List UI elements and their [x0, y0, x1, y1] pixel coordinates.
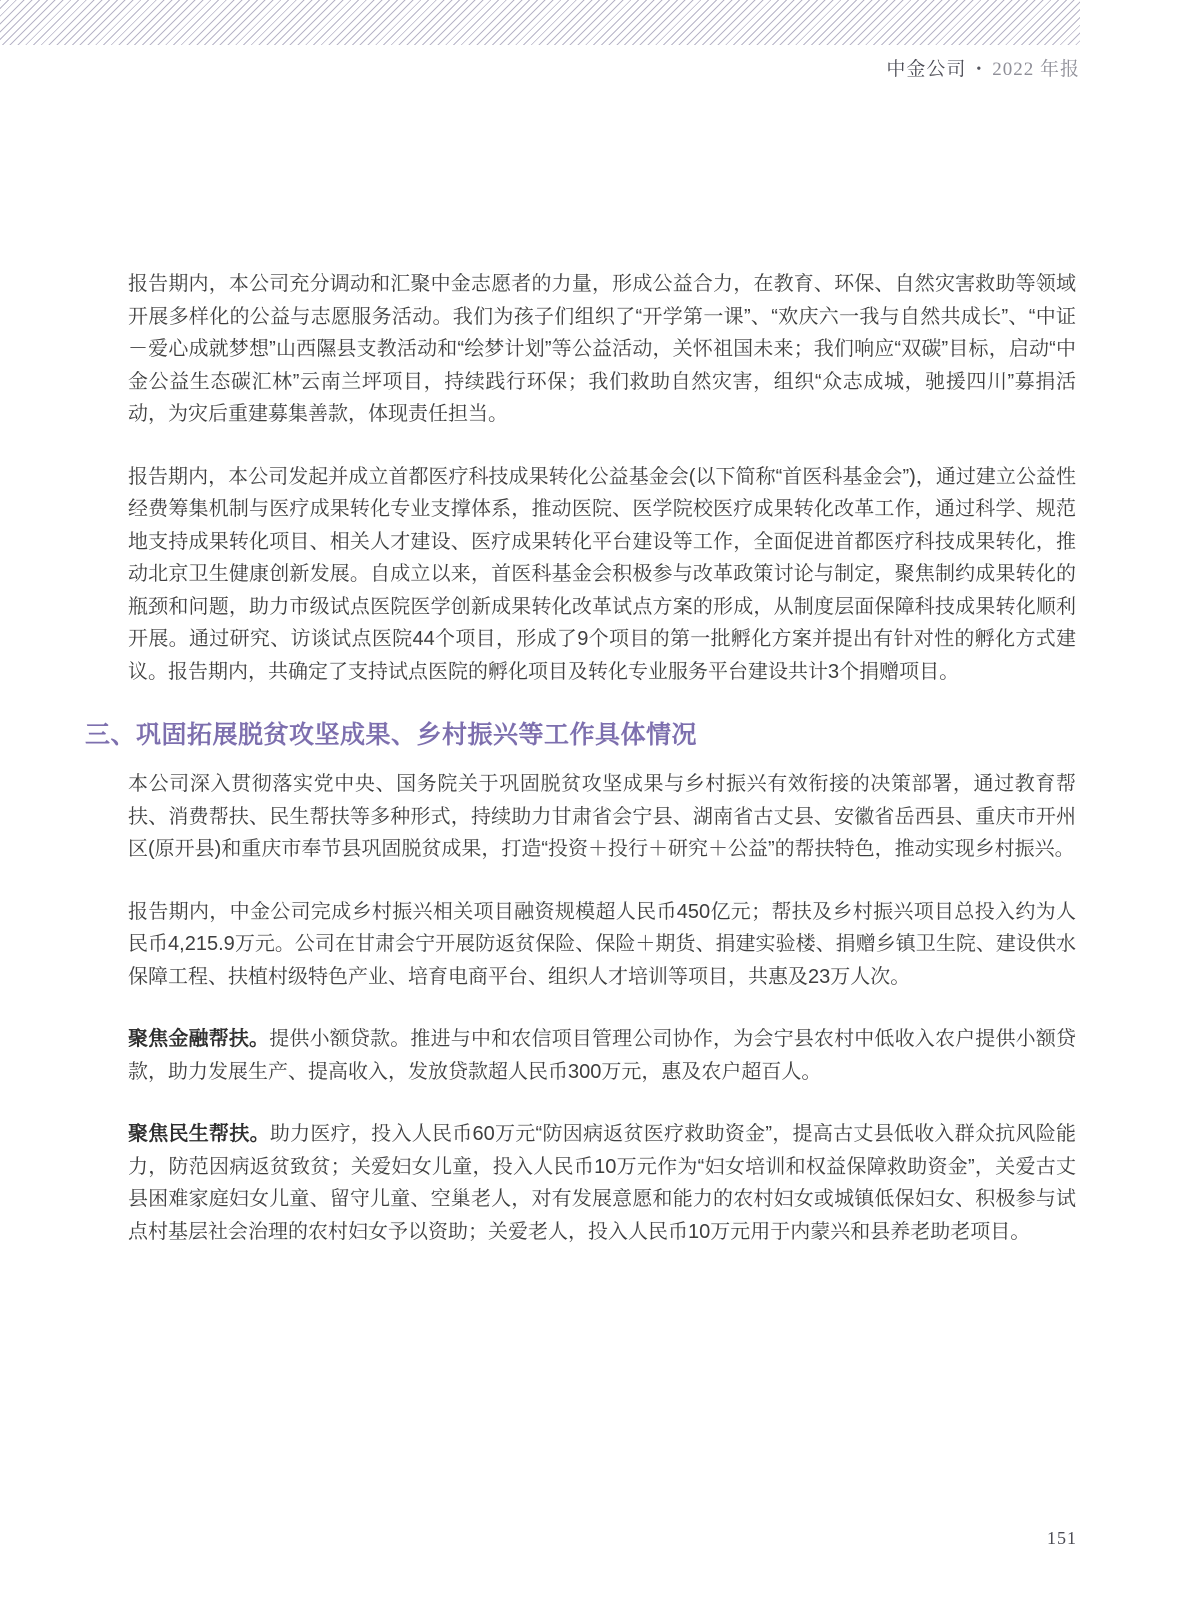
- decorative-hatch-band: [0, 0, 1080, 45]
- livelihood-assistance-lead: 聚焦民生帮扶。: [128, 1123, 270, 1145]
- paragraph-poverty-alleviation-policy: 本公司深入贯彻落实党中央、国务院关于巩固脱贫攻坚成果与乡村振兴有效衔接的决策部署，通过教育帮扶、消费帮扶、民生帮扶等多种形式，持续助力甘肃省会宁县、湖南省古丈县、安徽省岳西县、重庆市开州区(原开县)和重庆市奉节县巩固脱贫成果，打造“投资＋投行＋研究＋公益”的帮扶特色，推动实现乡村振兴。: [128, 773, 1076, 860]
- section-heading-rural-revitalization: 三、巩固拓展脱贫攻坚成果、乡村振兴等工作具体情况: [85, 721, 698, 749]
- paragraph-medical-foundation: 报告期内，本公司发起并成立首都医疗科技成果转化公益基金会(以下简称“首医科基金会”)，通过建立公益性经费筹集机制与医疗成果转化专业支撑体系，推动医院、医学院校医疗成果转化改革工作，通过科学、规范地支持成果转化项目、相关人才建设、医疗成果转化平台建设等工作，全面促进首都医疗科技成果转化，推动北京卫生健康创新发展。自成立以来，首医科基金会积极参与改革政策讨论与制定，聚焦制约成果转化的瓶颈和问题，助力市级试点医院医学创新成果转化改革试点方案的形成，从制度层面保障科技成果转化顺利开展。通过研究、访谈试点医院44个项目，形成了9个项目的第一批孵化方案并提出有针对性的孵化方式建议。报告期内，共确定了支持试点医院的孵化项目及转化专业服务平台建设共计3个捐赠项目。: [128, 465, 1076, 683]
- running-header: [0, 58, 1080, 82]
- paragraph-financial-assistance: [128, 1023, 1076, 1088]
- page-number: 151: [1047, 1528, 1077, 1548]
- paragraph-volunteer-activities: 报告期内，本公司充分调动和汇聚中金志愿者的力量，形成公益合力，在教育、环保、自然灾害救助等领域开展多样化的公益与志愿服务活动。我们为孩子们组织了“开学第一课”、“欢庆六一我与自然共成长”、“中证－爱心成就梦想”山西隰县支教活动和“绘梦计划”等公益活动，关怀祖国未来；我们响应“双碳”目标，启动“中金公益生态碳汇林”云南兰坪项目，持续践行环保；我们救助自然灾害，组织“众志成城，驰援四川”募捐活动，为灾后重建募集善款，体现责任担当。: [128, 273, 1076, 425]
- header-brand: 中金公司: [886, 59, 967, 80]
- financial-assistance-body: 提供小额贷款。推进与中和农信项目管理公司协作，为会宁县农村中低收入农户提供小额贷款，助力发展生产、提高收入，发放贷款超人民币300万元，惠及农户超百人。: [128, 1028, 1077, 1083]
- livelihood-assistance-body: 助力医疗，投入人民币60万元“防因病返贫医疗救助资金”，提高古丈县低收入群众抗风险能力，防范因病返贫致贫；关爱妇女儿童，投入人民币10万元作为“妇女培训和权益保障救助资金”，关爱古丈县困难家庭妇女儿童、留守儿童、空巢老人，对有发展意愿和能力的农村妇女或城镇低保妇女、积极参与试点村基层社会治理的农村妇女予以资助；关爱老人，投入人民币10万元用于内蒙兴和县养老助老项目。: [128, 1123, 1076, 1243]
- financial-assistance-lead: 聚焦金融帮扶。: [128, 1028, 270, 1050]
- paragraph-livelihood-assistance: [128, 1118, 1076, 1248]
- header-edition: 2022 年报: [992, 59, 1080, 80]
- paragraph-rural-funding: 报告期内，中金公司完成乡村振兴相关项目融资规模超人民币450亿元；帮扶及乡村振兴项目总投入约为人民币4,215.9万元。公司在甘肃会宁开展防返贫保险、保险＋期货、捐建实验楼、捐赠乡镇卫生院、建设供水保障工程、扶植村级特色产业、培育电商平台、组织人才培训等项目，共惠及23万人次。: [128, 900, 1076, 988]
- page-body: [85, 268, 1077, 1278]
- header-bullet-separator: •: [976, 62, 983, 77]
